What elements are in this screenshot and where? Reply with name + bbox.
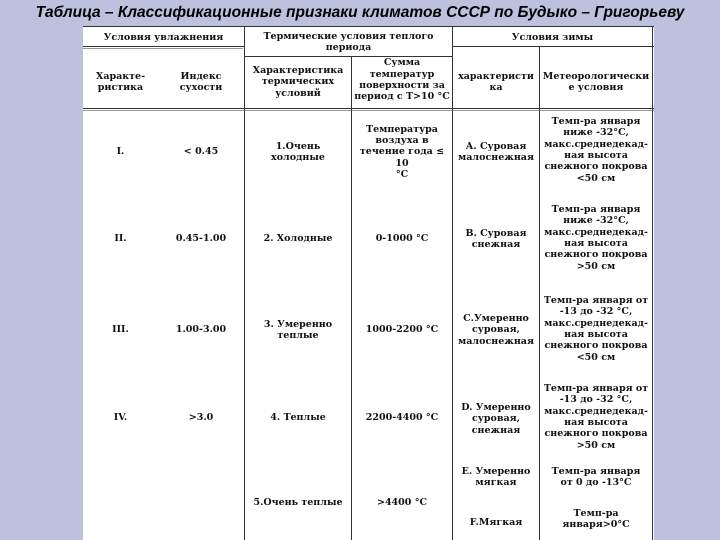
- row-2-winter-characteristic: В. Суровая снежная: [465, 227, 527, 250]
- row-3-characteristic: III.: [112, 324, 129, 336]
- row-2-dryness-index: 0.45-1.00: [175, 233, 227, 245]
- row-6-meteorological-conditions: Темп-ра января>0°С: [562, 507, 630, 530]
- scanned-table: [83, 26, 654, 540]
- row-1-temperature-sum: Температура воздуха в течение года ≤ 10 °С: [359, 123, 445, 181]
- header-characteristic: Характе- ристика: [95, 70, 146, 93]
- row-4-meteorological-conditions: Темп-ра января от -13 до -32 °С, макс.среднедекад- ная высота снежного покрова >50 см: [543, 382, 649, 451]
- row-3-dryness-index: 1.00-3.00: [175, 324, 227, 336]
- row-4-dryness-index: >3.0: [188, 412, 214, 424]
- header-divider-winter: [452, 46, 654, 47]
- row-6-winter-characteristic: F.Мягкая: [469, 517, 523, 529]
- header-winter-characteristic: характеристи ка: [458, 70, 534, 93]
- row-2-characteristic: II.: [114, 233, 127, 245]
- row-3-winter-characteristic: С.Умеренно суровая, малоснежная: [458, 312, 534, 347]
- header-thermal-conditions: Термические условия теплого периода: [263, 30, 434, 53]
- row-4-temperature-sum: 2200-4400 °С: [365, 412, 439, 424]
- header-divider-moisture-b: [83, 48, 243, 49]
- header-thermal-characteristic: Характеристика термических условий: [252, 64, 344, 99]
- row-5-meteorological-conditions: Темп-ра января от 0 до -13°С: [551, 465, 641, 488]
- row-3-thermal-characteristic: 3. Умеренно теплые: [263, 318, 333, 341]
- row-2-thermal-characteristic: 2. Холодные: [263, 233, 333, 245]
- row-1-meteorological-conditions: Темп-ра января ниже -32°С, макс.среднедекад- ная высота снежного покрова <50 см: [544, 115, 648, 184]
- header-moisture-conditions: Условия увлажнения: [103, 32, 224, 44]
- slide-title: Таблица – Классификационные признаки климатов СССР по Будыко – Григорьеву: [35, 4, 685, 21]
- row-1-thermal-characteristic: 1.Очень холодные: [271, 140, 325, 163]
- row-5-winter-characteristic: Е. Умеренно мягкая: [461, 465, 531, 488]
- row-2-meteorological-conditions: Темп-ра января ниже -32°С, макс.среднедекад- ная высота снежного покрова >50 см: [544, 203, 648, 272]
- header-dryness-index: Индекс сухости: [179, 70, 223, 93]
- table-border-top: [83, 26, 654, 27]
- row-1-dryness-index: < 0.45: [183, 146, 219, 158]
- row-4-winter-characteristic: D. Умеренно суровая, снежная: [461, 401, 531, 436]
- row-4-characteristic: IV.: [113, 412, 128, 424]
- table-border-right: [652, 26, 653, 540]
- row-6-temperature-sum: >4400 °С: [376, 497, 428, 509]
- row-6-thermal-characteristic: 5.Очень теплые: [253, 497, 343, 509]
- row-4-thermal-characteristic: 4. Теплые: [270, 412, 326, 424]
- row-3-temperature-sum: 1000-2200 °С: [365, 324, 439, 336]
- row-3-meteorological-conditions: Темп-ра января от -13 до -32 °С, макс.среднедекад- ная высота снежного покрова <50 см: [543, 294, 649, 363]
- row-1-winter-characteristic: А. Суровая малоснежная: [458, 140, 534, 163]
- row-2-temperature-sum: 0-1000 °С: [375, 233, 429, 245]
- header-winter-conditions: Условия зимы: [511, 32, 594, 44]
- header-temperature-sum: Сумма температур поверхности за период с Т>10 °С: [354, 57, 450, 103]
- header-meteorological-conditions: Метеорологически е условия: [542, 70, 650, 93]
- header-divider-moisture: [83, 46, 244, 47]
- row-1-characteristic: I.: [116, 146, 125, 158]
